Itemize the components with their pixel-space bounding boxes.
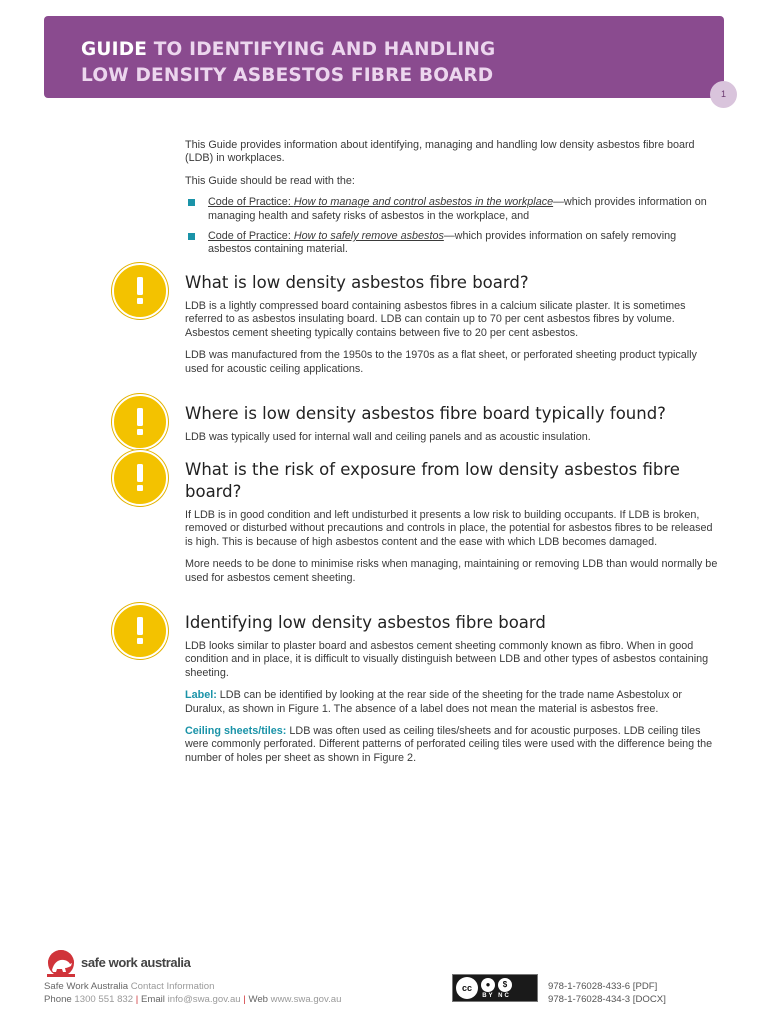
exclamation-warning-icon [112, 394, 168, 450]
title-strong: GUIDE [81, 39, 148, 60]
isbn-docx: 978-1-76028-434-3 [DOCX] [548, 994, 666, 1005]
title-rest: TO IDENTIFYING AND HANDLING [147, 39, 496, 60]
label-text: LDB can be identified by looking at the rear side of the sheeting for the trade name Asbestolux or Duralux, as shown in Figure 1. The absence of a label does not mean the material is asbestos free. [185, 689, 682, 715]
label-term: Label: [185, 689, 217, 702]
isbn-block [548, 980, 666, 1006]
intro-read-with: This Guide should be read with the: [185, 174, 355, 187]
bullet-square-icon [188, 233, 195, 240]
section-what-is-ldb [185, 272, 720, 376]
related-codes-list [185, 196, 720, 257]
phone-label: Phone [44, 994, 72, 1005]
email-link[interactable]: info@swa.gov.au [164, 994, 244, 1005]
section-paragraph: LDB is a lightly compressed board containing asbestos fibres in a calcium silicate plaster. It is sometimes referred to as asbestos insulating board. LDB can contain up to 70 per cent asbestos fibres by volume. Asbestos cement sheeting typically contains between five to 20 per cent asbestos. [185, 300, 686, 339]
code-link[interactable]: Code of Practice: How to safely remove asbestos [208, 230, 444, 243]
title-banner [44, 16, 724, 98]
section-heading: Where is low density asbestos fibre board typically found? [185, 404, 666, 423]
exclamation-warning-icon [112, 263, 168, 319]
cc-terms-label: BY NC [482, 992, 511, 999]
section-where-found [185, 403, 720, 444]
list-item [185, 196, 720, 223]
web-label: Web [245, 994, 269, 1005]
intro-paragraph: This Guide provides information about identifying, managing and handling low density asbestos fibre board (LDB) in workplaces. [185, 139, 695, 165]
section-identifying-ldb [185, 612, 720, 765]
list-item [185, 230, 720, 257]
ceiling-term: Ceiling sheets/tiles: [185, 725, 287, 738]
section-risk-of-exposure [185, 459, 720, 585]
person-icon: ● [481, 978, 495, 992]
exclamation-warning-icon [112, 603, 168, 659]
code-description: —which provides information on safely removing asbestos containing material. [208, 230, 677, 256]
page-number-badge: 1 [710, 81, 737, 108]
code-description: —which provides information on managing health and safety risks of asbestos in the workplace, and [208, 196, 707, 222]
dollar-strike-icon: $ [498, 978, 512, 992]
bullet-square-icon [188, 199, 195, 206]
title-line-2: LOW DENSITY ASBESTOS FIBRE BOARD [81, 65, 494, 86]
intro [185, 139, 720, 264]
separator: | [243, 994, 246, 1005]
section-paragraph: LDB was manufactured from the 1950s to the 1970s as a flat sheet, or perforated sheeting product typically used for acoustic ceiling applications. [185, 349, 697, 375]
section-heading: What is low density asbestos fibre board? [185, 273, 529, 292]
footer-contact [44, 981, 214, 993]
footer-contact-details [44, 994, 341, 1006]
kangaroo-logo-icon [45, 948, 77, 983]
code-link[interactable]: Code of Practice: How to manage and control asbestos in the workplace [208, 196, 554, 209]
exclamation-warning-icon [112, 450, 168, 506]
section-paragraph: More needs to be done to minimise risks when managing, maintaining or removing LDB than would normally be used for asbestos cement sheeting. [185, 558, 718, 584]
ceiling-paragraph [185, 725, 720, 765]
document-title [81, 37, 495, 89]
footer-org: Safe Work Australia [44, 981, 129, 992]
cc-icon: cc [456, 977, 478, 999]
section-paragraph: LDB looks similar to plaster board and asbestos cement sheeting commonly known as fibro. When in good condition and in place, it is difficult to visually distinguish between LDB and other types of asbestos containing sheeting. [185, 640, 709, 679]
section-heading: What is the risk of exposure from low density asbestos fibre board? [185, 460, 680, 501]
footer-contact-label: Contact Information [128, 981, 215, 992]
section-paragraph: LDB was typically used for internal wall and ceiling panels and as acoustic insulation. [185, 431, 591, 443]
creative-commons-badge[interactable] [452, 974, 538, 1002]
phone-value: 1300 551 832 [71, 994, 136, 1005]
section-paragraph: If LDB is in good condition and left undisturbed it presents a low risk to building occupants. If LDB is broken, removed or disturbed without precautions and controls in place, the potential for asbestos fibres to be released is high. This is because of high asbestos content and the ease with which LDB becomes damaged. [185, 509, 713, 548]
email-label: Email [138, 994, 165, 1005]
section-heading: Identifying low density asbestos fibre board [185, 613, 546, 632]
ceiling-text: LDB was often used as ceiling tiles/sheets and for acoustic purposes. LDB ceiling tiles were commonly perforated. Different patterns of perforated ceiling tiles were used with the difference being the number of holes per sheet as shown in Figure 2. [185, 725, 713, 764]
separator: | [135, 994, 139, 1005]
org-logo-text: safe work australia [81, 955, 191, 970]
isbn-pdf: 978-1-76028-433-6 [PDF] [548, 981, 658, 992]
web-link[interactable]: www.swa.gov.au [268, 994, 342, 1005]
cc-terms [481, 978, 512, 999]
label-paragraph [185, 689, 720, 716]
